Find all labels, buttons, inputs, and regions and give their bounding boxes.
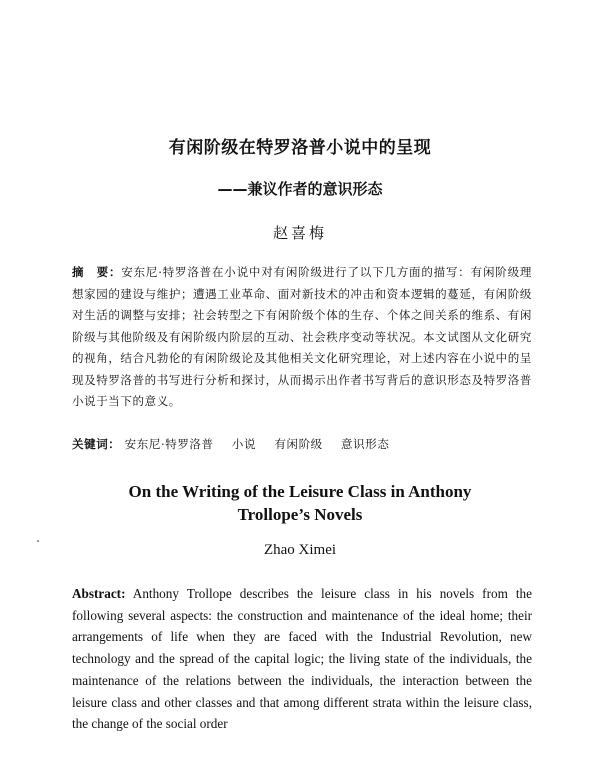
chinese-keywords-label: 关键词： (72, 437, 121, 451)
chinese-abstract-text: 安东尼·特罗洛普在小说中对有闲阶级进行了以下几方面的描写：有闲阶级理想家园的建设与维护；遭遇工业革命、面对新技术的冲击和资本逻辑的蔓延，有闲阶级对生活的调整与安排；社会转型之下有闲阶级个体的生存、个体之间关系的维系、有闲阶级与其他阶级及有闲阶级内阶层的互动、社会秩序变动等状况。本文试图从文化研究的视角，结合凡勃伦的有闲阶级论及其他相关文化研究理论，对上述内容在小说中的呈现及特罗洛普的书写进行分析和探讨，从而揭示出作者书写背后的意识形态及特罗洛普小说于当下的意义。 (72, 265, 532, 408)
chinese-abstract-label: 摘 要： (72, 265, 122, 279)
keyword: 小说 (231, 437, 257, 451)
chinese-keywords (72, 434, 532, 455)
english-abstract-text: Anthony Trollope describes the leisure class in his novels from the following several aspects: the construction and maintenance of the ideal home; their arrangements of life when they are faced with the Industrial Revolution, new technology and the spread of the capital logic; the living state of the individuals, the maintenance of the relations between the individuals, the interaction between the leisure class and other classes and that among different strata within the leisure class, the change of the social order (72, 586, 532, 732)
keyword: 安东尼·特罗洛普 (124, 437, 214, 451)
english-title-line-2: Trollope’s Novels (237, 505, 363, 524)
keyword: 意识形态 (341, 437, 390, 451)
chinese-author: 赵喜梅 (272, 224, 327, 242)
chinese-title: 有闲阶级在特罗洛普小说中的呈现 (168, 138, 432, 158)
english-title-line-1: On the Writing of the Leisure Class in Anthony (128, 482, 472, 501)
keyword: 有闲阶级 (274, 437, 323, 451)
english-abstract (72, 583, 532, 735)
english-abstract-label: Abstract: (72, 586, 126, 601)
chinese-abstract (72, 262, 532, 413)
english-title (0, 480, 600, 526)
chinese-subtitle: ——兼议作者的意识形态 (217, 180, 383, 198)
english-author: Zhao Ximei (263, 542, 337, 558)
